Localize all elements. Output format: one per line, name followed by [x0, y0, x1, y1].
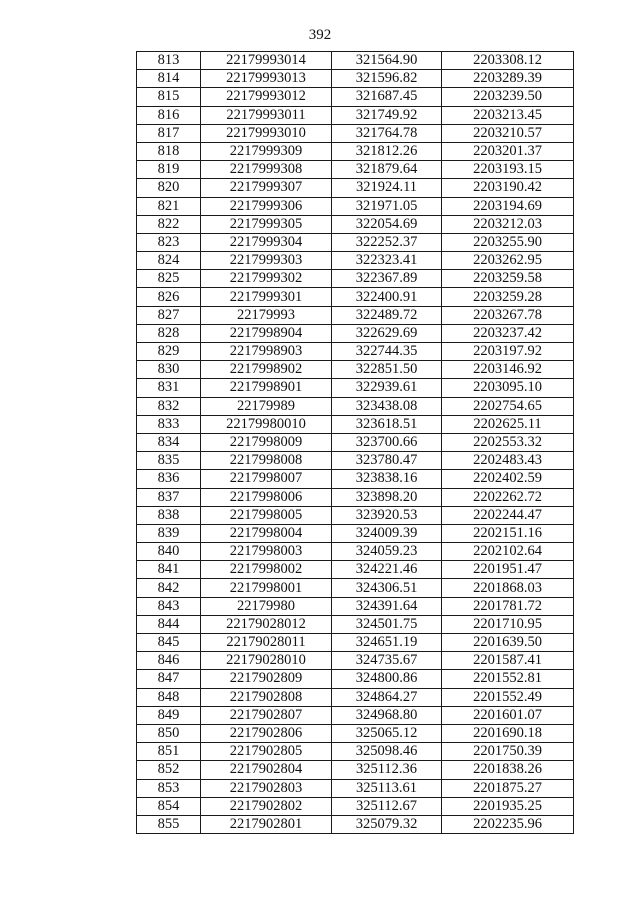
point-id-cell: 22179980 [201, 597, 332, 615]
y-coordinate-cell: 2202553.32 [442, 433, 574, 451]
point-id-cell: 22179028010 [201, 652, 332, 670]
table-row [137, 361, 574, 379]
table-row [137, 197, 574, 215]
row-index-cell: 820 [137, 179, 201, 197]
point-id-cell: 2217999308 [201, 161, 332, 179]
point-id-cell: 2217999305 [201, 215, 332, 233]
x-coordinate-cell: 323780.47 [332, 452, 442, 470]
x-coordinate-cell: 325113.61 [332, 779, 442, 797]
row-index-cell: 814 [137, 70, 201, 88]
row-index-cell: 833 [137, 415, 201, 433]
y-coordinate-cell: 2203289.39 [442, 70, 574, 88]
table-row [137, 652, 574, 670]
point-id-cell: 2217998001 [201, 579, 332, 597]
x-coordinate-cell: 322054.69 [332, 215, 442, 233]
row-index-cell: 813 [137, 52, 201, 70]
y-coordinate-cell: 2202244.47 [442, 506, 574, 524]
row-index-cell: 842 [137, 579, 201, 597]
point-id-cell: 22179028012 [201, 615, 332, 633]
point-id-cell: 22179993012 [201, 88, 332, 106]
point-id-cell: 2217999306 [201, 197, 332, 215]
table-row [137, 233, 574, 251]
y-coordinate-cell: 2203267.78 [442, 306, 574, 324]
point-id-cell: 22179028011 [201, 634, 332, 652]
row-index-cell: 845 [137, 634, 201, 652]
point-id-cell: 2217998008 [201, 452, 332, 470]
row-index-cell: 822 [137, 215, 201, 233]
row-index-cell: 847 [137, 670, 201, 688]
point-id-cell: 22179993010 [201, 124, 332, 142]
x-coordinate-cell: 322400.91 [332, 288, 442, 306]
table-row [137, 615, 574, 633]
point-id-cell: 2217998006 [201, 488, 332, 506]
table-row [137, 579, 574, 597]
x-coordinate-cell: 322629.69 [332, 324, 442, 342]
x-coordinate-cell: 321564.90 [332, 52, 442, 70]
point-id-cell: 2217902804 [201, 761, 332, 779]
point-id-cell: 2217998902 [201, 361, 332, 379]
x-coordinate-cell: 323700.66 [332, 433, 442, 451]
table-row [137, 142, 574, 160]
x-coordinate-cell: 324306.51 [332, 579, 442, 597]
x-coordinate-cell: 324009.39 [332, 524, 442, 542]
table-row [137, 761, 574, 779]
table-row [137, 724, 574, 742]
point-id-cell: 2217999309 [201, 142, 332, 160]
x-coordinate-cell: 323438.08 [332, 397, 442, 415]
y-coordinate-cell: 2203095.10 [442, 379, 574, 397]
x-coordinate-cell: 322252.37 [332, 233, 442, 251]
y-coordinate-cell: 2202754.65 [442, 397, 574, 415]
y-coordinate-cell: 2203262.95 [442, 252, 574, 270]
x-coordinate-cell: 324864.27 [332, 688, 442, 706]
table-row [137, 379, 574, 397]
y-coordinate-cell: 2203213.45 [442, 106, 574, 124]
row-index-cell: 848 [137, 688, 201, 706]
table-row [137, 306, 574, 324]
x-coordinate-cell: 323920.53 [332, 506, 442, 524]
y-coordinate-cell: 2203197.92 [442, 343, 574, 361]
table-row [137, 288, 574, 306]
y-coordinate-cell: 2202235.96 [442, 815, 574, 833]
y-coordinate-cell: 2203210.57 [442, 124, 574, 142]
x-coordinate-cell: 325079.32 [332, 815, 442, 833]
x-coordinate-cell: 325098.46 [332, 743, 442, 761]
x-coordinate-cell: 322323.41 [332, 252, 442, 270]
point-id-cell: 22179993 [201, 306, 332, 324]
x-coordinate-cell: 322367.89 [332, 270, 442, 288]
y-coordinate-cell: 2201552.49 [442, 688, 574, 706]
point-id-cell: 2217999304 [201, 233, 332, 251]
y-coordinate-cell: 2203194.69 [442, 197, 574, 215]
x-coordinate-cell: 324391.64 [332, 597, 442, 615]
row-index-cell: 825 [137, 270, 201, 288]
y-coordinate-cell: 2201868.03 [442, 579, 574, 597]
point-id-cell: 2217902809 [201, 670, 332, 688]
x-coordinate-cell: 321924.11 [332, 179, 442, 197]
table-row [137, 270, 574, 288]
row-index-cell: 840 [137, 543, 201, 561]
table-row [137, 52, 574, 70]
table-row [137, 252, 574, 270]
x-coordinate-cell: 321971.05 [332, 197, 442, 215]
point-id-cell: 2217998005 [201, 506, 332, 524]
table-row [137, 597, 574, 615]
row-index-cell: 843 [137, 597, 201, 615]
table-row [137, 324, 574, 342]
x-coordinate-cell: 325112.67 [332, 797, 442, 815]
row-index-cell: 828 [137, 324, 201, 342]
y-coordinate-cell: 2203239.50 [442, 88, 574, 106]
table-row [137, 88, 574, 106]
point-id-cell: 2217998904 [201, 324, 332, 342]
row-index-cell: 835 [137, 452, 201, 470]
x-coordinate-cell: 325112.36 [332, 761, 442, 779]
point-id-cell: 22179993014 [201, 52, 332, 70]
point-id-cell: 2217998901 [201, 379, 332, 397]
x-coordinate-cell: 322939.61 [332, 379, 442, 397]
row-index-cell: 817 [137, 124, 201, 142]
point-id-cell: 22179989 [201, 397, 332, 415]
x-coordinate-cell: 321812.26 [332, 142, 442, 160]
point-id-cell: 22179980010 [201, 415, 332, 433]
x-coordinate-cell: 324651.19 [332, 634, 442, 652]
table-row [137, 543, 574, 561]
x-coordinate-cell: 324800.86 [332, 670, 442, 688]
coordinates-table-body [137, 52, 574, 834]
table-row [137, 161, 574, 179]
y-coordinate-cell: 2203259.28 [442, 288, 574, 306]
x-coordinate-cell: 323838.16 [332, 470, 442, 488]
x-coordinate-cell: 323618.51 [332, 415, 442, 433]
point-id-cell: 2217902805 [201, 743, 332, 761]
table-row [137, 124, 574, 142]
x-coordinate-cell: 324501.75 [332, 615, 442, 633]
row-index-cell: 827 [137, 306, 201, 324]
row-index-cell: 830 [137, 361, 201, 379]
y-coordinate-cell: 2202483.43 [442, 452, 574, 470]
point-id-cell: 2217999307 [201, 179, 332, 197]
row-index-cell: 823 [137, 233, 201, 251]
row-index-cell: 846 [137, 652, 201, 670]
table-row [137, 743, 574, 761]
point-id-cell: 2217999302 [201, 270, 332, 288]
row-index-cell: 836 [137, 470, 201, 488]
x-coordinate-cell: 321687.45 [332, 88, 442, 106]
x-coordinate-cell: 324059.23 [332, 543, 442, 561]
row-index-cell: 815 [137, 88, 201, 106]
y-coordinate-cell: 2203259.58 [442, 270, 574, 288]
row-index-cell: 834 [137, 433, 201, 451]
table-row [137, 452, 574, 470]
point-id-cell: 2217998004 [201, 524, 332, 542]
y-coordinate-cell: 2203190.42 [442, 179, 574, 197]
table-row [137, 506, 574, 524]
table-row [137, 688, 574, 706]
x-coordinate-cell: 324221.46 [332, 561, 442, 579]
y-coordinate-cell: 2203193.15 [442, 161, 574, 179]
row-index-cell: 816 [137, 106, 201, 124]
y-coordinate-cell: 2203201.37 [442, 142, 574, 160]
y-coordinate-cell: 2201639.50 [442, 634, 574, 652]
y-coordinate-cell: 2201935.25 [442, 797, 574, 815]
x-coordinate-cell: 321596.82 [332, 70, 442, 88]
y-coordinate-cell: 2202402.59 [442, 470, 574, 488]
table-row [137, 797, 574, 815]
row-index-cell: 821 [137, 197, 201, 215]
y-coordinate-cell: 2201875.27 [442, 779, 574, 797]
x-coordinate-cell: 322489.72 [332, 306, 442, 324]
point-id-cell: 2217998903 [201, 343, 332, 361]
table-row [137, 397, 574, 415]
point-id-cell: 2217998007 [201, 470, 332, 488]
point-id-cell: 2217902803 [201, 779, 332, 797]
row-index-cell: 851 [137, 743, 201, 761]
y-coordinate-cell: 2203237.42 [442, 324, 574, 342]
y-coordinate-cell: 2203212.03 [442, 215, 574, 233]
row-index-cell: 852 [137, 761, 201, 779]
point-id-cell: 2217998002 [201, 561, 332, 579]
y-coordinate-cell: 2202262.72 [442, 488, 574, 506]
row-index-cell: 844 [137, 615, 201, 633]
coordinates-table [136, 51, 574, 834]
table-row [137, 215, 574, 233]
x-coordinate-cell: 321879.64 [332, 161, 442, 179]
row-index-cell: 855 [137, 815, 201, 833]
x-coordinate-cell: 321749.92 [332, 106, 442, 124]
point-id-cell: 2217902806 [201, 724, 332, 742]
table-row [137, 779, 574, 797]
row-index-cell: 826 [137, 288, 201, 306]
row-index-cell: 824 [137, 252, 201, 270]
row-index-cell: 831 [137, 379, 201, 397]
row-index-cell: 839 [137, 524, 201, 542]
table-row [137, 415, 574, 433]
point-id-cell: 2217902801 [201, 815, 332, 833]
table-row [137, 815, 574, 833]
y-coordinate-cell: 2202151.16 [442, 524, 574, 542]
page-number: 392 [308, 27, 332, 43]
row-index-cell: 819 [137, 161, 201, 179]
x-coordinate-cell: 325065.12 [332, 724, 442, 742]
y-coordinate-cell: 2203146.92 [442, 361, 574, 379]
point-id-cell: 2217902807 [201, 706, 332, 724]
row-index-cell: 849 [137, 706, 201, 724]
y-coordinate-cell: 2201690.18 [442, 724, 574, 742]
x-coordinate-cell: 322851.50 [332, 361, 442, 379]
row-index-cell: 850 [137, 724, 201, 742]
table-row [137, 634, 574, 652]
y-coordinate-cell: 2201951.47 [442, 561, 574, 579]
table-row [137, 106, 574, 124]
table-row [137, 433, 574, 451]
point-id-cell: 2217999301 [201, 288, 332, 306]
x-coordinate-cell: 324735.67 [332, 652, 442, 670]
point-id-cell: 22179993011 [201, 106, 332, 124]
y-coordinate-cell: 2203308.12 [442, 52, 574, 70]
table-row [137, 179, 574, 197]
y-coordinate-cell: 2202625.11 [442, 415, 574, 433]
row-index-cell: 838 [137, 506, 201, 524]
table-row [137, 561, 574, 579]
point-id-cell: 2217902808 [201, 688, 332, 706]
x-coordinate-cell: 324968.80 [332, 706, 442, 724]
y-coordinate-cell: 2201781.72 [442, 597, 574, 615]
y-coordinate-cell: 2201587.41 [442, 652, 574, 670]
point-id-cell: 2217902802 [201, 797, 332, 815]
row-index-cell: 837 [137, 488, 201, 506]
table-row [137, 706, 574, 724]
y-coordinate-cell: 2201710.95 [442, 615, 574, 633]
row-index-cell: 854 [137, 797, 201, 815]
row-index-cell: 841 [137, 561, 201, 579]
x-coordinate-cell: 322744.35 [332, 343, 442, 361]
row-index-cell: 853 [137, 779, 201, 797]
row-index-cell: 818 [137, 142, 201, 160]
y-coordinate-cell: 2201601.07 [442, 706, 574, 724]
row-index-cell: 829 [137, 343, 201, 361]
y-coordinate-cell: 2201838.26 [442, 761, 574, 779]
y-coordinate-cell: 2201750.39 [442, 743, 574, 761]
table-row [137, 70, 574, 88]
y-coordinate-cell: 2203255.90 [442, 233, 574, 251]
row-index-cell: 832 [137, 397, 201, 415]
table-row [137, 670, 574, 688]
table-row [137, 470, 574, 488]
y-coordinate-cell: 2201552.81 [442, 670, 574, 688]
x-coordinate-cell: 323898.20 [332, 488, 442, 506]
table-row [137, 343, 574, 361]
table-row [137, 488, 574, 506]
point-id-cell: 2217999303 [201, 252, 332, 270]
y-coordinate-cell: 2202102.64 [442, 543, 574, 561]
table-row [137, 524, 574, 542]
point-id-cell: 22179993013 [201, 70, 332, 88]
point-id-cell: 2217998003 [201, 543, 332, 561]
x-coordinate-cell: 321764.78 [332, 124, 442, 142]
point-id-cell: 2217998009 [201, 433, 332, 451]
